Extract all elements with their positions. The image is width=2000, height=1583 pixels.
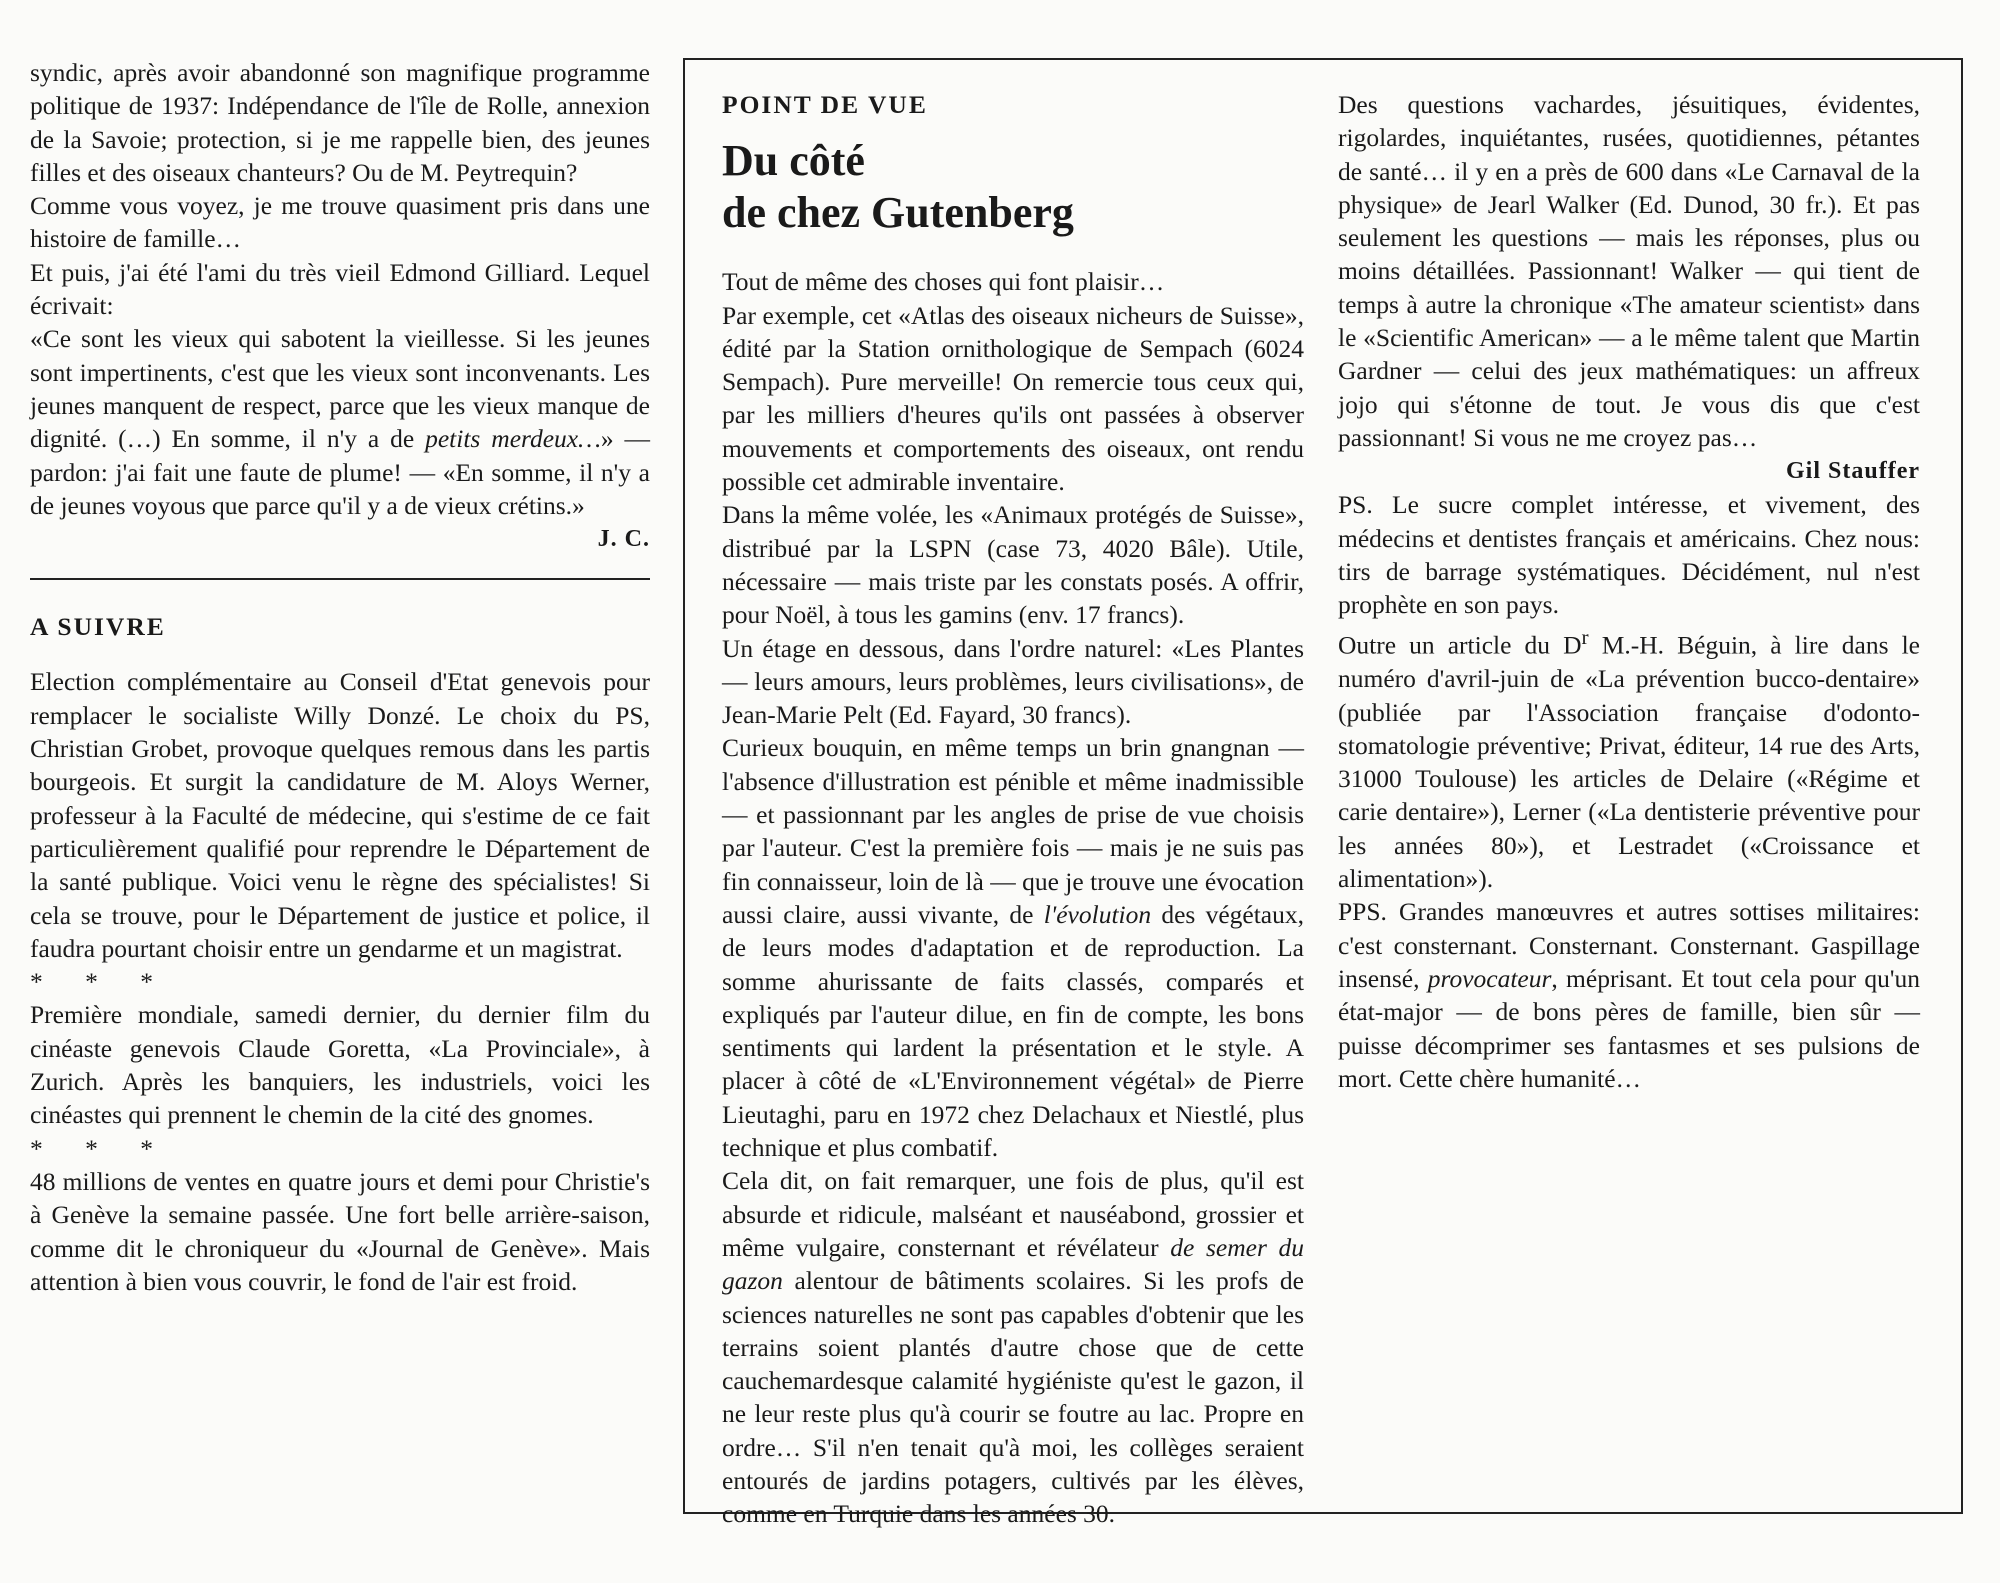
article-headline (722, 135, 1304, 239)
section-divider (30, 578, 650, 580)
article-paragraph: Par exemple, cet «Atlas des oiseaux nicheurs de Suisse», édité par la Station ornithologique de Sempach (6024 Sempach). Pure merveille! On remercie tous ceux qui, par les milliers d'heures qu'ils ont passées à observer mouvements et comportements des oiseaux, ont rendu possible cet admirable inventaire. (722, 300, 1304, 497)
paragraph-text: Cela dit, on fait remarquer, une fois de plus, qu'il est absurde et ridicule, malséant et nauséabond, grossier et même vulgaire, consternant et révélateur (722, 1166, 1304, 1262)
quote-text: «Ce sont les vieux qui sabotent la vieillesse. Si les jeunes sont impertinents, c'est que les vieux sont inconvenants. Les jeunes manquent de respect, parce que les vieux manque de dignité. (…) En somme, il n'y a de (30, 324, 650, 454)
paragraph-italic: de semer du gazon (722, 1232, 1304, 1296)
paragraph-italic: provocateur (1427, 963, 1552, 993)
paragraph-text: alentour de bâtiments scolaires. Si les profs de sciences naturelles ne sont pas capables d'obtenir que les terrains soient plantés d'autre chose que de cette cauchemardesque calamité hygiéniste qu'est le gazon, il ne leur reste plus qu'à courir se foutre au lac. Propre en ordre… S'il n'en tenait qu'à moi, les collèges seraient entourés de jardins potagers, cultivés par les élèves, comme en Turquie dans les années 30. (722, 1266, 1304, 1529)
left-paragraph: Comme vous voyez, je me trouve quasiment pris dans une histoire de famille… (30, 191, 650, 254)
article-column-2 (1338, 88, 1920, 1095)
article-paragraph (722, 1164, 1304, 1530)
paragraph-text: M.-H. Béguin, à lire dans le numéro d'avril-juin de «La prévention bucco-dentaire» (publiée par l'Association française d'odonto-stomatologie préventive; Privat, éditeur, 14 rue des Arts, 31000 Toulouse) les articles de Delaire («Régime et carie dentaire»), Lerner («La dentisterie préventive pour les années 80»), et Lestradet («Croissance et alimentation»). (1338, 630, 1920, 894)
headline-line: Du côté (722, 136, 865, 186)
article-paragraph: Tout de même des choses qui font plaisir… (722, 267, 1165, 297)
article-paragraph (722, 731, 1304, 1164)
left-signature: J. C. (597, 526, 650, 553)
article-paragraph: Des questions vachardes, jésuitiques, évidentes, rigolardes, inquiétantes, rusées, quotidiennes, pétantes de santé… il y en a près de 600 dans «Le Carnaval de la physique» de Jearl Walker (Ed. Dunod, 30 fr.). Et pas seulement les questions — mais les réponses, plus ou moins détaillées. Passionnant! Walker — qui tient de temps à autre la chronique «The amateur scientist» dans le «Scientific American» — a le même talent que Martin Gardner — celui des jeux mathématiques: un affreux jojo qui s'étonne de tout. Je vous dis que c'est passionnant! Si vous ne me croyez pas… (1338, 90, 1920, 452)
ps-paragraph: PS. Le sucre complet intéresse, et vivement, des médecins et dentistes français et américains. Chez nous: tirs de barrage systématiques. Décidément, nul n'est prophète en son pays. (1338, 490, 1920, 620)
left-quote-paragraph (30, 322, 650, 522)
left-column (30, 56, 650, 1298)
article-column-1 (722, 88, 1304, 1531)
paragraph-text: , méprisant. Et tout cela pour qu'un état-major — de bons pères de famille, bien sûr — puisse décomprimer ses fantasmes et ses pulsions de mort. Cette chère humanité… (1338, 963, 1921, 1093)
separator-stars: * * * (30, 967, 171, 997)
pps-paragraph (1338, 895, 1920, 1095)
a-suivre-kicker: A SUIVRE (30, 612, 166, 642)
ps-paragraph (1338, 621, 1920, 895)
suivre-paragraph: 48 millions de ventes en quatre jours et demi pour Christie's à Genève la semaine passée. Une fort belle arrière-saison, comme dit le chroniqueur du «Journal de Genève». Mais attention à bien vous couvrir, le fond de l'air est froid. (30, 1166, 650, 1296)
headline-line: de chez Gutenberg (722, 188, 1074, 238)
left-paragraph: Et puis, j'ai été l'ami du très vieil Edmond Gilliard. Lequel écrivait: (30, 257, 650, 321)
article-paragraph: Dans la même volée, les «Animaux protégés de Suisse», distribué par la LSPN (case 73, 4020 Bâle). Utile, nécessaire — mais triste par les constats posés. A offrir, pour Noël, à tous les gamins (env. 17 francs). (722, 500, 1304, 630)
paragraph-text: Outre un article du D (1338, 630, 1582, 660)
paragraph-italic: l'évolution (1043, 899, 1152, 929)
suivre-paragraph: Première mondiale, samedi dernier, du dernier film du cinéaste genevois Claude Goretta, «La Provinciale», à Zurich. Après les banquiers, les industriels, voici les cinéastes qui prennent le chemin de la cité des gnomes. (30, 1000, 650, 1130)
article-paragraph: Un étage en dessous, dans l'ordre naturel: «Les Plantes — leurs amours, leurs problèmes, leurs civilisations», de Jean-Marie Pelt (Ed. Fayard, 30 francs). (722, 633, 1304, 730)
separator-stars: * * * (30, 1133, 171, 1163)
paragraph-text: PPS. Grandes manœuvres et autres sottises militaires: c'est consternant. Consternant. Consternant. Gaspillage insensé, (1338, 897, 1920, 993)
point-de-vue-kicker: POINT DE VUE (722, 90, 928, 119)
left-paragraph: syndic, après avoir abandonné son magnifique programme politique de 1937: Indépendance de l'île de Rolle, annexion de la Savoie; protection, si je me rappelle bien, des jeunes filles et des oiseaux chanteurs? Ou de M. Peytrequin? (30, 58, 650, 187)
article-signature: Gil Stauffer (1786, 458, 1920, 485)
quote-italic: petits merdeux… (425, 424, 601, 454)
superscript: r (1581, 625, 1589, 650)
paragraph-text: Curieux bouquin, en même temps un brin gnangnan — l'absence d'illustration est pénible et même inadmissible — et passionnant par les angles de prise de vue choisis par l'auteur. C'est la première fois — mais je ne suis pas fin connaisseur, loin de là — que je trouve une évocation aussi claire, aussi vivante, de (722, 733, 1304, 929)
paragraph-text: des végétaux, de leurs modes d'adaptation et de reproduction. La somme ahurissante de faits classés, comparés et expliqués par l'auteur dilue, en fin de compte, les bons sentiments qui lardent la présentation et le style. A placer à côté de «L'Environnement végétal» de Pierre Lieutaghi, paru en 1972 chez Delachaux et Niestlé, plus technique et plus combatif. (722, 899, 1305, 1163)
suivre-paragraph: Election complémentaire au Conseil d'Etat genevois pour remplacer le socialiste Willy Donzé. Le choix du PS, Christian Grobet, provoque quelques remous dans les partis bourgeois. Et surgit la candidature de M. Aloys Werner, professeur à la Faculté de médecine, qui s'estime de ce fait particulièrement qualifié pour reprendre le Département de la santé publique. Voici venu le règne des spécialistes! Si cela se trouve, pour le Département de justice et police, il faudra pourtant choisir entre un gendarme et un magistrat. (30, 667, 650, 963)
quote-text: » — pardon: j'ai fait une faute de plume! — «En somme, il n'y a de jeunes voyous que parce qu'il y a de vieux crétins.» (30, 424, 650, 520)
